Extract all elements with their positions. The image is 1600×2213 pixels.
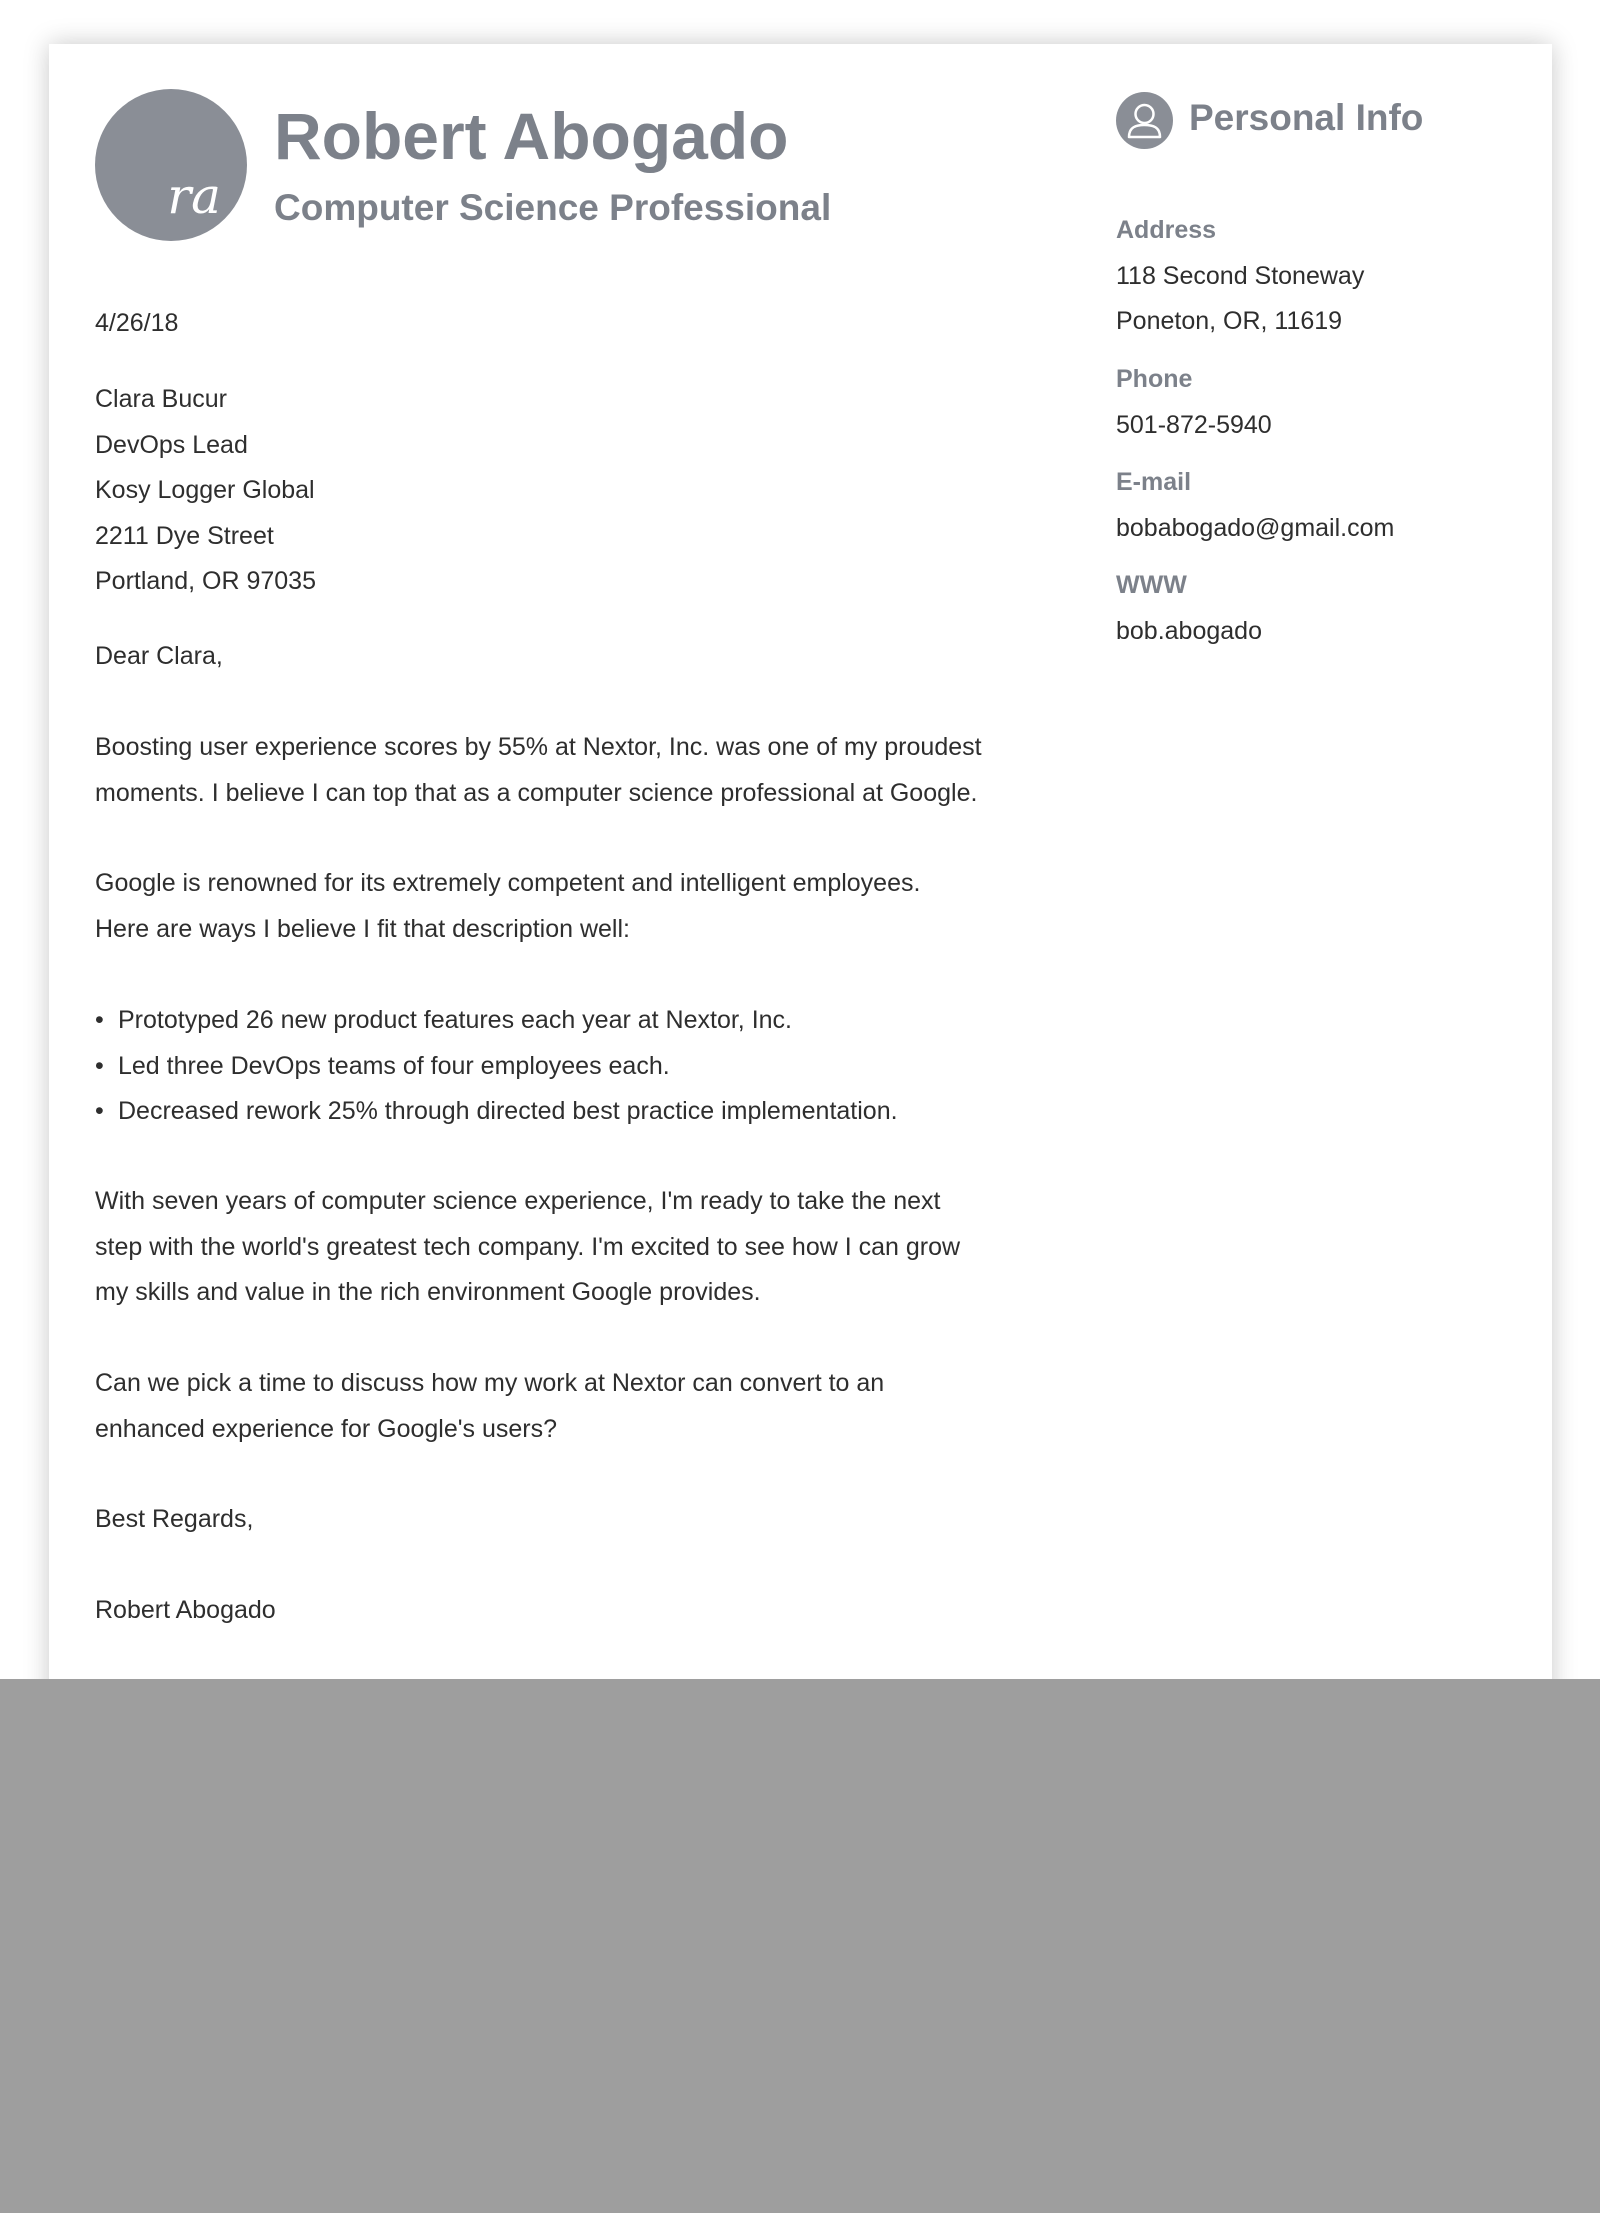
monogram-initials: ra [167, 167, 221, 225]
letter-date: 4/26/18 [95, 309, 179, 337]
address-line: Poneton, OR, 11619 [1116, 307, 1343, 335]
paragraph-call-to-action [95, 1361, 884, 1452]
paragraph-line: With seven years of computer science experience, I'm ready to take the next [95, 1187, 941, 1215]
achievements-list [95, 998, 898, 1135]
paragraph-line: Boosting user experience scores by 55% at Nextor, Inc. was one of my proudest [95, 733, 982, 761]
phone-value: 501-872-5940 [1116, 410, 1272, 439]
paragraph-line: Can we pick a time to discuss how my work at Nextor can convert to an [95, 1369, 885, 1397]
address-section [1116, 208, 1364, 345]
recipient-block [95, 377, 316, 605]
list-item-text: Led three DevOps teams of four employees each. [118, 1051, 670, 1080]
paragraph-experience [95, 1179, 960, 1316]
paragraph-line: moments. I believe I can top that as a computer science professional at Google. [95, 778, 978, 807]
list-item-text: Prototyped 26 new product features each year at Nextor, Inc. [118, 1006, 792, 1034]
recipient-title: DevOps Lead [95, 430, 248, 459]
www-section [1116, 563, 1262, 654]
address-line: 118 Second Stoneway [1116, 261, 1365, 290]
recipient-street: 2211 Dye Street [95, 521, 274, 550]
monogram-avatar [95, 89, 247, 241]
paragraph-line: enhanced experience for Google's users? [95, 1414, 558, 1443]
paragraph-intro [95, 725, 982, 816]
salutation: Dear Clara, [95, 642, 223, 670]
email-value: bobabogado@gmail.com [1116, 513, 1395, 542]
paragraph-line: Google is renowned for its extremely competent and intelligent employees. [95, 869, 921, 897]
personal-info-heading: Personal Info [1189, 97, 1424, 138]
bullet-icon: • [95, 1006, 104, 1034]
bullet-icon: • [95, 1097, 104, 1125]
paragraph-line: Here are ways I believe I fit that description well: [95, 914, 630, 943]
paragraph-line: my skills and value in the rich environment Google provides. [95, 1278, 761, 1306]
gray-overlay-panel [0, 1679, 1600, 2213]
user-icon [1116, 92, 1173, 149]
phone-label: Phone [1116, 365, 1193, 393]
list-item [95, 1044, 898, 1090]
paragraph-line: step with the world's greatest tech company. I'm excited to see how I can grow [95, 1232, 961, 1261]
recipient-city: Portland, OR 97035 [95, 567, 316, 595]
list-item-text: Decreased rework 25% through directed best practice implementation. [118, 1097, 898, 1125]
list-item [95, 998, 898, 1044]
signature-name: Robert Abogado [95, 1596, 276, 1624]
www-value: bob.abogado [1116, 616, 1262, 645]
applicant-name: Robert Abogado [274, 99, 789, 173]
email-label: E-mail [1116, 468, 1192, 496]
bullet-icon: • [95, 1051, 104, 1080]
applicant-job-title: Computer Science Professional [274, 187, 832, 228]
www-label: WWW [1116, 571, 1187, 599]
recipient-company: Kosy Logger Global [95, 476, 315, 504]
closing: Best Regards, [95, 1505, 254, 1533]
paragraph-fit [95, 861, 920, 952]
recipient-name: Clara Bucur [95, 385, 227, 413]
email-section [1116, 460, 1394, 551]
address-label: Address [1116, 216, 1217, 244]
cover-letter-page [49, 44, 1552, 1804]
phone-section [1116, 357, 1272, 448]
list-item [95, 1089, 898, 1135]
